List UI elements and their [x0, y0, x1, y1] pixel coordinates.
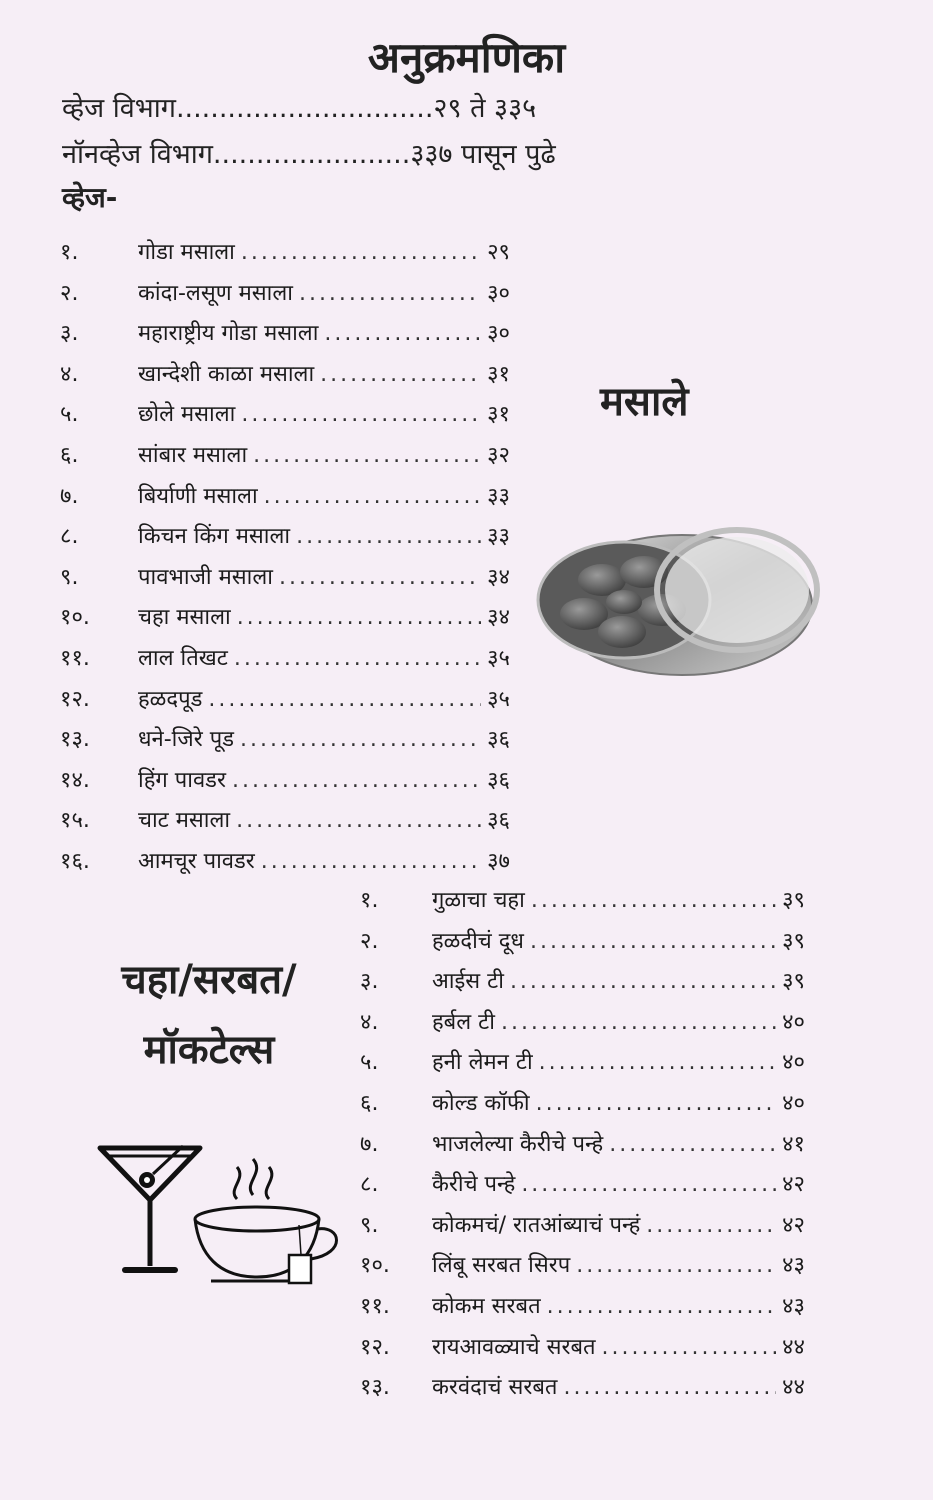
toc-item-leader-dots — [240, 727, 481, 752]
toc-item-leader-dots — [279, 565, 481, 590]
toc-item — [360, 1128, 805, 1164]
toc-item — [360, 1006, 805, 1042]
toc-item-label: लाल तिखट — [138, 646, 228, 671]
summary-nonveg-line — [62, 134, 556, 171]
drinks-section-label-line1: चहा/सरबत/ — [121, 957, 297, 1003]
toc-item-leader-dots — [241, 402, 481, 427]
summary-veg-label: व्हेज विभाग — [62, 93, 176, 124]
toc-item — [360, 965, 805, 1001]
toc-item-number: ९. — [360, 1212, 379, 1238]
toc-item-number: २. — [360, 928, 379, 954]
toc-item-leader-dots — [299, 281, 481, 306]
toc-item-leader-dots — [241, 240, 481, 265]
tea-cup-icon — [185, 1155, 350, 1295]
toc-item-label: बिर्याणी मसाला — [138, 483, 258, 509]
toc-item — [60, 236, 510, 272]
toc-item-leader-dots — [563, 1375, 776, 1400]
toc-item-number: ३. — [60, 321, 79, 347]
masala-box-icon — [532, 510, 822, 685]
page-title: अनुक्रमणिका — [367, 33, 566, 82]
toc-item-page: ४१ — [782, 1131, 805, 1157]
toc-item-label: किचन किंग मसाला — [138, 524, 291, 550]
toc-item-page: ३१ — [487, 361, 510, 387]
toc-item — [60, 439, 510, 475]
toc-item-leader-dots — [576, 1253, 776, 1278]
toc-item-label: चाट मसाला — [138, 808, 231, 834]
toc-item-number: १४. — [60, 767, 90, 793]
toc-item-number: ८. — [60, 524, 79, 550]
toc-item-label: खान्देशी काळा मसाला — [138, 361, 315, 387]
toc-item-leader-dots — [501, 1010, 776, 1035]
toc-item-number: ७. — [60, 483, 79, 509]
toc-item-page: ३९ — [782, 969, 805, 995]
toc-item-label: कैरीचे पन्हे — [432, 1172, 516, 1198]
toc-item-page: ३६ — [487, 808, 510, 834]
toc-item-leader-dots — [536, 1091, 776, 1116]
toc-item-page: ३३ — [487, 524, 510, 550]
toc-item-number: १. — [360, 888, 379, 913]
toc-item — [360, 1371, 805, 1407]
toc-item-page: ३० — [487, 280, 510, 306]
toc-item — [60, 804, 510, 840]
toc-item — [360, 1290, 805, 1326]
toc-item — [60, 277, 510, 313]
toc-item-leader-dots — [521, 1172, 776, 1197]
masale-section-label: मसाले — [600, 379, 689, 425]
toc-item-page: ४३ — [782, 1294, 805, 1319]
toc-item-number: १३. — [60, 727, 90, 753]
toc-item-number: ११. — [360, 1294, 390, 1319]
toc-item-page: ४३ — [782, 1253, 805, 1279]
toc-item — [360, 1087, 805, 1123]
toc-item-label: लिंबू सरबत सिरप — [432, 1253, 571, 1279]
toc-item-page: ४२ — [782, 1212, 805, 1238]
toc-item — [60, 398, 510, 434]
toc-item-number: ११. — [60, 646, 90, 671]
veg-heading: व्हेज- — [62, 181, 118, 214]
toc-item — [360, 1046, 805, 1082]
toc-item-page: ३९ — [782, 928, 805, 954]
toc-item-label: गोडा मसाला — [138, 240, 235, 265]
toc-item — [60, 642, 510, 678]
toc-item-label: भाजलेल्या कैरीचे पन्हे — [432, 1131, 604, 1157]
toc-item — [60, 480, 510, 516]
toc-item-leader-dots — [296, 524, 481, 549]
toc-item-leader-dots — [236, 808, 481, 833]
toc-item-label: रायआवळ्याचे सरबत — [432, 1334, 596, 1360]
toc-item-leader-dots — [609, 1132, 776, 1157]
toc-item-label: कोल्ड कॉफी — [432, 1091, 530, 1116]
toc-item-number: ५. — [60, 402, 79, 428]
toc-item-label: चहा मसाला — [138, 605, 231, 631]
toc-item-label: हिंग पावडर — [138, 767, 226, 793]
toc-item-page: ३० — [487, 321, 510, 347]
toc-item — [60, 601, 510, 637]
toc-item-number: ३. — [360, 969, 379, 995]
toc-item-page: ३२ — [487, 443, 510, 468]
toc-item-page: ४० — [782, 1050, 805, 1076]
toc-item-number: ६. — [360, 1091, 379, 1116]
toc-item-number: १६. — [60, 849, 90, 874]
toc-item-page: ३३ — [487, 483, 510, 509]
toc-item-page: ३५ — [487, 646, 510, 671]
toc-item — [60, 723, 510, 759]
toc-item-page: ४४ — [782, 1375, 805, 1401]
toc-item-label: महाराष्ट्रीय गोडा मसाला — [138, 321, 319, 347]
toc-item-leader-dots — [320, 362, 481, 387]
toc-item-label: गुळाचा चहा — [432, 888, 525, 913]
toc-item-label: हर्बल टी — [432, 1009, 495, 1035]
summary-nonveg-pages: ३३७ पासून पुढे — [410, 139, 556, 170]
toc-item-page: २९ — [487, 240, 510, 265]
toc-item-leader-dots — [232, 768, 481, 793]
toc-item — [60, 561, 510, 597]
toc-item-label: कांदा-लसूण मसाला — [138, 280, 293, 306]
toc-item-number: ४. — [60, 361, 79, 387]
toc-item-label: सांबार मसाला — [138, 443, 248, 468]
toc-item — [360, 1168, 805, 1204]
toc-item-number: १३. — [360, 1375, 390, 1401]
toc-item — [60, 317, 510, 353]
toc-item-label: छोले मसाला — [138, 402, 236, 428]
toc-item-page: ३४ — [487, 605, 510, 631]
toc-item — [60, 764, 510, 800]
toc-item-page: ३६ — [487, 727, 510, 753]
summary-veg-dots: .............................. — [175, 93, 434, 124]
toc-item-number: ७. — [360, 1131, 379, 1157]
toc-item-label: हळदपूड — [138, 686, 203, 712]
toc-item-number: ४. — [360, 1009, 379, 1035]
toc-item-leader-dots — [237, 605, 481, 630]
toc-item-leader-dots — [602, 1335, 777, 1360]
toc-item-label: आमचूर पावडर — [138, 849, 255, 874]
toc-item-leader-dots — [324, 321, 481, 346]
toc-item-leader-dots — [510, 969, 776, 994]
toc-item-page: ३६ — [487, 767, 510, 793]
toc-item-number: १२. — [60, 686, 90, 712]
toc-item-number: १०. — [60, 605, 90, 631]
toc-item-label: हनी लेमन टी — [432, 1050, 533, 1076]
toc-item-page: ४० — [782, 1091, 805, 1116]
toc-item — [60, 683, 510, 719]
toc-item-page: ४२ — [782, 1172, 805, 1198]
toc-item-number: ९. — [60, 564, 79, 590]
toc-item-number: १५. — [60, 808, 90, 834]
toc-item-page: ३५ — [487, 686, 510, 712]
toc-item-leader-dots — [264, 484, 481, 509]
toc-item-number: १०. — [360, 1253, 390, 1279]
toc-item-leader-dots — [253, 443, 481, 468]
summary-veg-pages: २९ ते ३३५ — [433, 93, 537, 124]
toc-item — [360, 1249, 805, 1285]
toc-item-label: धने-जिरे पूड — [138, 727, 234, 753]
toc-item-leader-dots — [261, 849, 481, 874]
toc-item-leader-dots — [234, 646, 481, 671]
toc-item-label: आईस टी — [432, 969, 504, 995]
toc-item — [60, 358, 510, 394]
summary-nonveg-dots: ....................... — [212, 139, 411, 170]
toc-item — [60, 520, 510, 556]
toc-item-leader-dots — [208, 687, 481, 712]
toc-item-number: ५. — [360, 1050, 379, 1076]
toc-item-page: ४० — [782, 1009, 805, 1035]
toc-item-label: कोकमचं/ रातआंब्याचं पन्हं — [432, 1212, 641, 1238]
toc-item-number: १. — [60, 240, 79, 265]
toc-item-page: ३७ — [487, 849, 510, 874]
summary-nonveg-label: नॉनव्हेज विभाग — [62, 139, 213, 170]
toc-item-page: ३९ — [782, 888, 805, 913]
toc-item — [360, 925, 805, 961]
toc-item-label: हळदीचं दूध — [432, 928, 524, 954]
toc-item — [360, 1209, 805, 1245]
toc-item-page: ३१ — [487, 402, 510, 428]
toc-item-number: ८. — [360, 1172, 379, 1198]
toc-item-label: पावभाजी मसाला — [138, 564, 273, 590]
toc-item-leader-dots — [539, 1050, 776, 1075]
toc-item-leader-dots — [531, 888, 776, 913]
drinks-section-label-line2: मॉकटेल्स — [143, 1027, 275, 1073]
toc-item-label: करवंदाचं सरबत — [432, 1375, 558, 1401]
toc-item — [60, 845, 510, 881]
toc-item-leader-dots — [547, 1294, 776, 1319]
toc-item-leader-dots — [646, 1213, 776, 1238]
toc-item-label: कोकम सरबत — [432, 1294, 541, 1319]
toc-item — [360, 1331, 805, 1367]
toc-item-number: ६. — [60, 443, 79, 468]
toc-item-page: ३४ — [487, 564, 510, 590]
toc-item — [360, 884, 805, 920]
summary-veg-line — [62, 88, 536, 125]
toc-item-number: १२. — [360, 1334, 390, 1360]
toc-item-page: ४४ — [782, 1334, 805, 1360]
toc-item-number: २. — [60, 280, 79, 306]
toc-item-leader-dots — [530, 929, 776, 954]
